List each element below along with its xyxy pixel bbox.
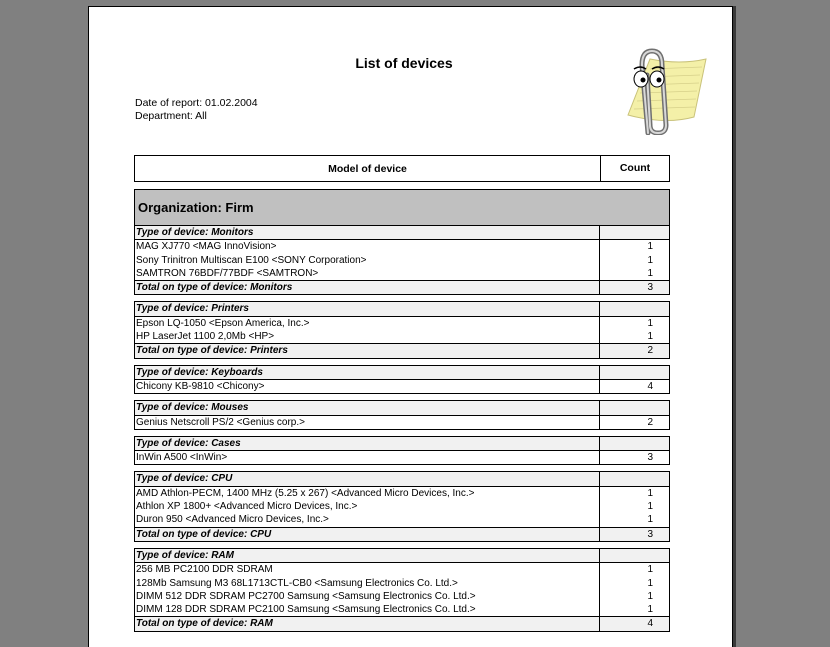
device-type-row (135, 437, 669, 451)
device-type-row (135, 401, 669, 415)
device-row-count: 4 (647, 380, 653, 392)
device-row-count: 1 (647, 577, 653, 589)
device-group (134, 471, 670, 541)
device-row-name: Genius Netscroll PS/2 <Genius corp.> (135, 416, 600, 429)
device-type-row-name: Type of device: CPU (135, 472, 600, 485)
device-row-count: 1 (647, 241, 653, 253)
device-row (135, 513, 669, 526)
device-row (135, 380, 669, 393)
device-total-row (135, 343, 669, 357)
device-total-row (135, 616, 669, 630)
device-row-count: 1 (647, 267, 653, 279)
device-total-row (135, 280, 669, 294)
device-group (134, 548, 670, 632)
device-row-name: InWin A500 <InWin> (135, 451, 600, 464)
device-row (135, 240, 669, 253)
device-type-row-name: Type of device: Mouses (135, 401, 600, 414)
device-row (135, 577, 669, 590)
device-type-row (135, 226, 669, 240)
report-page (88, 6, 733, 647)
device-type-row-name: Type of device: Printers (135, 302, 600, 315)
device-type-row-count (600, 472, 669, 485)
device-row-count: 1 (647, 604, 653, 616)
device-group (134, 301, 670, 358)
device-total-row-name: Total on type of device: Printers (135, 344, 600, 357)
device-row (135, 451, 669, 464)
device-type-row (135, 472, 669, 486)
device-group (134, 436, 670, 466)
device-row-count: 1 (647, 564, 653, 576)
paperclip-assistant-icon (610, 45, 710, 135)
device-type-row-count (600, 302, 669, 315)
device-total-row-count: 2 (647, 345, 653, 357)
device-row-count: 1 (647, 331, 653, 343)
device-row (135, 416, 669, 429)
device-row-name: MAG XJ770 <MAG InnoVision> (135, 240, 600, 253)
device-row-count: 3 (647, 452, 653, 464)
device-row (135, 590, 669, 603)
device-row-count: 1 (647, 514, 653, 526)
device-group (134, 225, 670, 295)
device-row (135, 563, 669, 576)
device-type-row-name: Type of device: Keyboards (135, 366, 600, 379)
device-row (135, 267, 669, 280)
device-row-name: 128Mb Samsung M3 68L1713CTL-CB0 <Samsung Electronics Co. Ltd.> (135, 577, 600, 590)
device-row-count: 1 (647, 501, 653, 513)
device-row-count: 1 (647, 487, 653, 499)
device-total-row-name: Total on type of device: RAM (135, 617, 600, 630)
device-type-row-count (600, 549, 669, 562)
device-type-row (135, 302, 669, 316)
column-header-count: Count (619, 162, 651, 174)
device-row-name: Duron 950 <Advanced Micro Devices, Inc.> (135, 513, 600, 526)
device-type-row-count (600, 226, 669, 239)
device-total-row-count: 4 (647, 618, 653, 630)
device-row-name: Sony Trinitron Multiscan E100 <SONY Corporation> (135, 254, 600, 267)
device-row-name: DIMM 128 DDR SDRAM PC2100 Samsung <Samsung Electronics Co. Ltd.> (135, 603, 600, 616)
device-row (135, 317, 669, 330)
device-row-name: SAMTRON 76BDF/77BDF <SAMTRON> (135, 267, 600, 280)
device-total-row (135, 527, 669, 541)
device-row-count: 1 (647, 317, 653, 329)
device-row-name: HP LaserJet 1100 2,0Mb <HP> (135, 330, 600, 343)
device-type-row-count (600, 401, 669, 414)
device-type-row-count (600, 366, 669, 379)
device-group (134, 365, 670, 395)
device-row (135, 487, 669, 500)
device-type-row-name: Type of device: Monitors (135, 226, 600, 239)
report-title: List of devices (355, 55, 453, 71)
device-row-name: Chicony KB-9810 <Chicony> (135, 380, 600, 393)
device-row-name: Epson LQ-1050 <Epson America, Inc.> (135, 317, 600, 330)
device-total-row-name: Total on type of device: CPU (135, 528, 600, 541)
device-group (134, 400, 670, 430)
organization-header: Organization: Firm (134, 189, 670, 225)
column-header-model: Model of device (135, 156, 601, 181)
table-header (134, 155, 670, 182)
device-row (135, 254, 669, 267)
device-row-name: 256 MB PC2100 DDR SDRAM (135, 563, 600, 576)
device-type-row-name: Type of device: Cases (135, 437, 600, 450)
device-type-row (135, 366, 669, 380)
report-department: Department: All (135, 110, 207, 122)
device-type-row-name: Type of device: RAM (135, 549, 600, 562)
device-total-row-count: 3 (647, 528, 653, 540)
report-date: Date of report: 01.02.2004 (135, 97, 258, 109)
device-total-row-count: 3 (647, 282, 653, 294)
device-row-name: Athlon XP 1800+ <Advanced Micro Devices, Inc.> (135, 500, 600, 513)
device-row-count: 2 (647, 416, 653, 428)
device-row (135, 500, 669, 513)
device-type-row-count (600, 437, 669, 450)
device-row (135, 603, 669, 616)
device-row-count: 1 (647, 254, 653, 266)
device-groups (134, 225, 670, 638)
device-row-name: DIMM 512 DDR SDRAM PC2700 Samsung <Samsung Electronics Co. Ltd.> (135, 590, 600, 603)
device-row-name: AMD Athlon-PECM, 1400 MHz (5.25 x 267) <Advanced Micro Devices, Inc.> (135, 487, 600, 500)
device-row-count: 1 (647, 590, 653, 602)
device-row (135, 330, 669, 343)
device-type-row (135, 549, 669, 563)
device-total-row-name: Total on type of device: Monitors (135, 281, 600, 294)
